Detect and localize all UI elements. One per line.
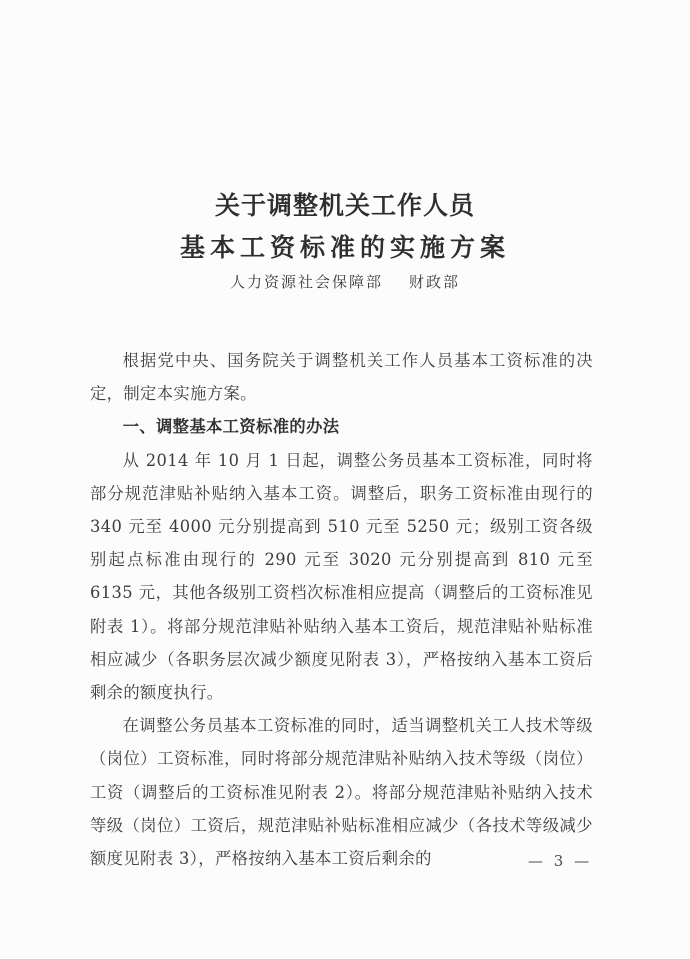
- section-heading-1: 一、调整基本工资标准的办法: [122, 417, 340, 437]
- department-finance: 财政部: [409, 273, 461, 291]
- issuing-departments: [0, 271, 690, 292]
- paragraph-worker-wage: 在调整公务员基本工资标准的同时，适当调整机关工人技术等级（岗位）工资标准，同时将部分规范津贴补贴纳入技术等级（岗位）工资（调整后的工资标准见附表 2）。将部分规范津贴补贴纳入技术等级（岗位）工资后，规范津贴补贴标准相应减少（各技术等级减少额度见附表 3），严格按纳入基本工资后剩余的: [90, 716, 593, 869]
- paragraph-civil-servant-wage: 从 2014 年 10 月 1 日起，调整公务员基本工资标准，同时将部分规范津贴补贴纳入基本工资。调整后，职务工资标准由现行的 340 元至 4000 元分别提高到 510 元至 5250 元；级别工资各级别起点标准由现行的 290 元至 3020 元分别提高到 810 元至 6135 元，其他各级别工资档次标准相应提高（调整后的工资标准见附表 1）。将部分规范津贴补贴纳入基本工资后，规范津贴补贴标准相应减少（各职务层次减少额度见附表 3），严格按纳入基本工资后剩余的额度执行。: [90, 450, 593, 703]
- department-hrss: 人力资源社会保障部: [229, 273, 383, 291]
- document-title-line-2: 基本工资标准的实施方案: [179, 233, 510, 262]
- page-number: — 3 —: [528, 852, 593, 870]
- document-body: [90, 344, 593, 875]
- document-title-line-1: 关于调整机关工作人员: [214, 191, 475, 220]
- intro-paragraph: 根据党中央、国务院关于调整机关工作人员基本工资标准的决定，制定本实施方案。: [90, 351, 593, 404]
